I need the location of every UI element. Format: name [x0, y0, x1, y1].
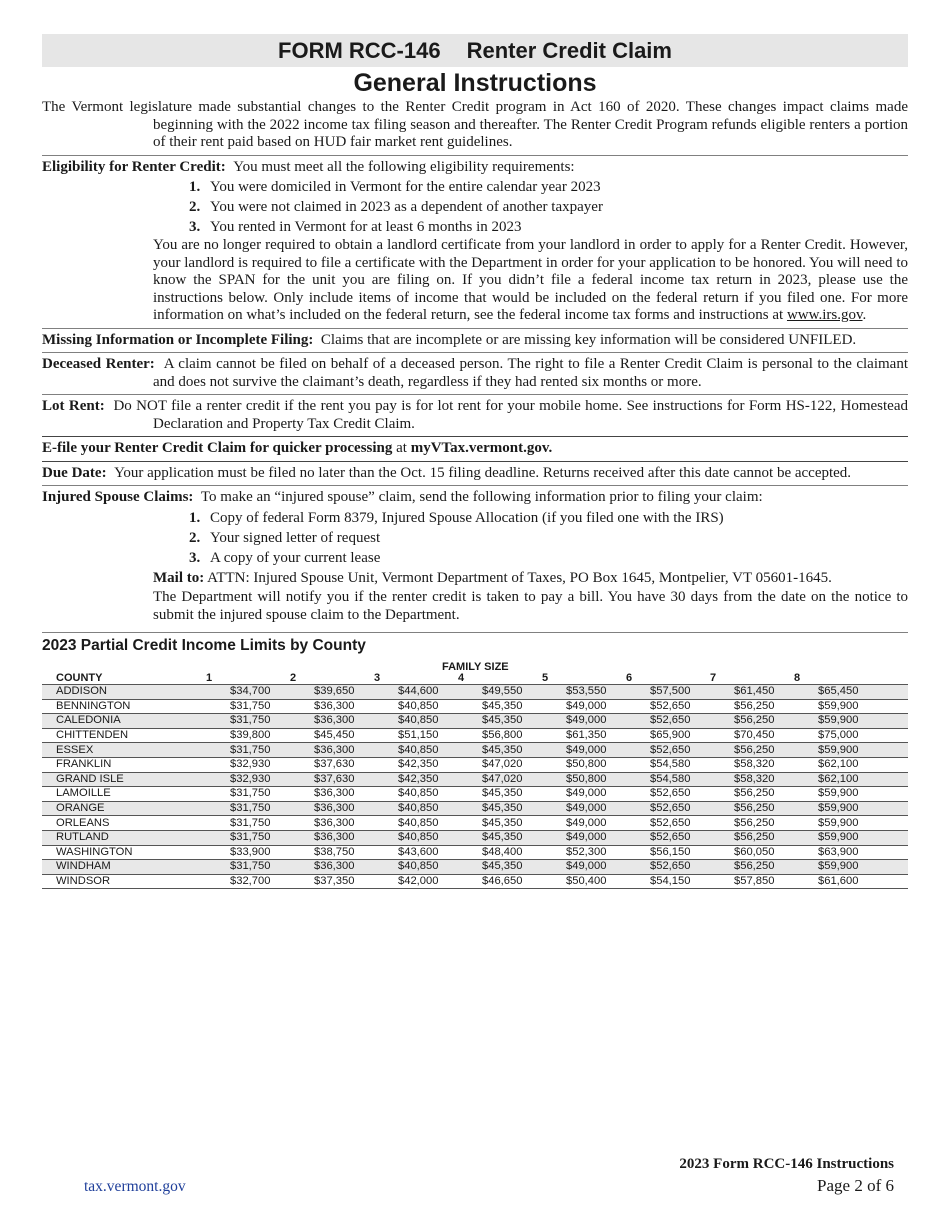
income-limit-cell: $45,350	[442, 699, 526, 714]
income-limit-cell: $44,600	[358, 685, 442, 700]
column-header: 7	[694, 673, 778, 685]
table-row	[42, 757, 908, 772]
income-limit-cell: $50,400	[526, 874, 610, 889]
list-item: 1. Copy of federal Form 8379, Injured Spouse Allocation (if you filed one with the IRS)	[189, 509, 724, 526]
county-cell: LAMOILLE	[42, 787, 190, 802]
county-cell: ADDISON	[42, 685, 190, 700]
due-date-label: Due Date:	[42, 464, 107, 481]
income-limit-cell: $58,320	[694, 757, 778, 772]
deceased-label: Deceased Renter:	[42, 356, 155, 372]
income-limit-cell: $42,350	[358, 757, 442, 772]
income-limit-cell: $59,900	[778, 699, 862, 714]
income-limit-cell: $49,000	[526, 743, 610, 758]
county-cell: WINDSOR	[42, 874, 190, 889]
footer-info	[679, 1155, 894, 1197]
income-limit-cell: $57,500	[610, 685, 694, 700]
notice-paragraph: The Department will notify you if the renter credit is taken to pay a bill. You have 30 days from the date on the notice to submit the injured spouse claim to the Department.	[153, 589, 908, 623]
income-limit-cell: $45,350	[442, 743, 526, 758]
efile-label: E-file your Renter Credit Claim for quicker processing	[42, 440, 393, 456]
table-spacer	[862, 757, 908, 772]
income-limit-cell: $49,000	[526, 860, 610, 875]
income-limit-cell: $36,300	[274, 714, 358, 729]
column-header: 2	[274, 673, 358, 685]
injured-list	[42, 508, 908, 568]
eligibility-label: Eligibility for Renter Credit:	[42, 158, 226, 175]
table-row	[42, 845, 908, 860]
county-cell: FRANKLIN	[42, 757, 190, 772]
injured-spouse-section: Injured Spouse Claims: To make an “injured spouse” claim, send the following information prior to filing your claim: 1. Copy of federal Form 8379, Injured Spouse Allocation (if you filed one with the IRS) 2. Your signed letter of request 3. A copy of your current lease Mail to: ATTN: Injured Spouse Unit, Vermont Department of Taxes, PO Box 1645, Montpelier, VT 05601-1645. The Department will notify you if the renter credit is taken to pay a bill. You have 30 days from the date on the notice to submit the injured spouse claim to the Department.	[42, 489, 908, 623]
income-limit-cell: $58,320	[694, 772, 778, 787]
income-limit-cell: $50,800	[526, 757, 610, 772]
income-limit-cell: $40,850	[358, 801, 442, 816]
missing-label: Missing Information or Incomplete Filing:	[42, 331, 314, 348]
income-limit-cell: $40,850	[358, 787, 442, 802]
income-limit-cell: $40,850	[358, 743, 442, 758]
income-limit-cell: $49,000	[526, 816, 610, 831]
income-limit-cell: $52,300	[526, 845, 610, 860]
table-spacer	[862, 743, 908, 758]
income-limit-cell: $36,300	[274, 743, 358, 758]
divider	[42, 328, 908, 329]
county-cell: ESSEX	[42, 743, 190, 758]
income-limit-cell: $31,750	[190, 816, 274, 831]
income-limit-cell: $31,750	[190, 714, 274, 729]
column-header: 6	[610, 673, 694, 685]
income-limit-cell: $37,630	[274, 772, 358, 787]
income-limit-cell: $54,580	[610, 772, 694, 787]
income-limit-cell: $52,650	[610, 860, 694, 875]
income-limit-cell: $59,900	[778, 801, 862, 816]
income-limit-cell: $37,630	[274, 757, 358, 772]
income-limit-cell: $65,900	[610, 728, 694, 743]
eligibility-paragraph: You are no longer required to obtain a landlord certificate from your landlord in order to apply for a Renter Credit. However, your landlord is required to file a certificate with the Department in order for your application to be honored. You will need to know the SPAN for the unit you are filing on. If you didn’t file a federal income tax return in 2023, please use the instructions below. Only include items of income that would be included on the federal return if you filed one. For more information on what’s included on the federal return, see the federal income tax forms and instructions at www.irs.gov.	[153, 237, 908, 323]
eligibility-lead: You must meet all the following eligibility requirements:	[233, 158, 575, 175]
county-header: COUNTY	[42, 673, 190, 685]
county-cell: ORANGE	[42, 801, 190, 816]
table-title: 2023 Partial Credit Income Limits by County	[42, 637, 366, 654]
county-cell: CHITTENDEN	[42, 728, 190, 743]
income-limit-cell: $59,900	[778, 714, 862, 729]
income-limit-cell: $57,850	[694, 874, 778, 889]
income-limit-cell: $52,650	[610, 801, 694, 816]
income-limit-cell: $49,000	[526, 714, 610, 729]
income-limit-cell: $56,250	[694, 699, 778, 714]
divider	[42, 461, 908, 462]
income-limit-cell: $49,000	[526, 699, 610, 714]
income-limit-cell: $45,350	[442, 787, 526, 802]
income-limit-cell: $63,900	[778, 845, 862, 860]
divider	[42, 485, 908, 486]
income-limit-cell: $56,800	[442, 728, 526, 743]
table-row	[42, 860, 908, 875]
income-limit-cell: $52,650	[610, 830, 694, 845]
income-limit-cell: $56,250	[694, 816, 778, 831]
income-limit-cell: $61,350	[526, 728, 610, 743]
footer-form-title: 2023 Form RCC-146 Instructions	[679, 1156, 894, 1172]
divider	[42, 436, 908, 437]
income-limit-cell: $59,900	[778, 787, 862, 802]
county-cell: WINDHAM	[42, 860, 190, 875]
income-limit-cell: $40,850	[358, 699, 442, 714]
income-limit-cell: $31,750	[190, 699, 274, 714]
eligibility-list	[42, 177, 908, 237]
table-row	[42, 699, 908, 714]
income-limit-cell: $51,150	[358, 728, 442, 743]
income-limit-cell: $42,000	[358, 874, 442, 889]
income-limit-cell: $45,350	[442, 860, 526, 875]
county-cell: BENNINGTON	[42, 699, 190, 714]
column-header: 3	[358, 673, 442, 685]
county-cell: ORLEANS	[42, 816, 190, 831]
income-limit-cell: $65,450	[778, 685, 862, 700]
divider	[42, 632, 908, 633]
table-row	[42, 830, 908, 845]
income-limit-cell: $46,650	[442, 874, 526, 889]
income-limit-cell: $31,750	[190, 830, 274, 845]
income-limit-cell: $52,650	[610, 714, 694, 729]
list-item: 3. You rented in Vermont for at least 6 months in 2023	[189, 219, 522, 235]
missing-info-section: Missing Information or Incomplete Filing: Claims that are incomplete or are missing key information will be considered UNFILED.	[42, 331, 857, 348]
income-limit-cell: $40,850	[358, 714, 442, 729]
income-limit-cell: $31,750	[190, 801, 274, 816]
income-limit-cell: $53,550	[526, 685, 610, 700]
form-name: Renter Credit Claim	[466, 38, 672, 63]
income-limit-cell: $34,700	[190, 685, 274, 700]
income-limit-cell: $43,600	[358, 845, 442, 860]
page-number: Page 2 of 6	[817, 1176, 894, 1195]
income-limit-cell: $45,350	[442, 714, 526, 729]
income-limit-cell: $50,800	[526, 772, 610, 787]
income-limit-cell: $56,250	[694, 714, 778, 729]
lot-rent-section: Lot Rent: Do NOT file a renter credit if the rent you pay is for lot rent for your mobile home. See instructions for Form HS-122, Homestead Declaration and Property Tax Credit Claim.	[42, 398, 908, 432]
income-limit-cell: $49,000	[526, 830, 610, 845]
county-cell: WASHINGTON	[42, 845, 190, 860]
income-limit-cell: $54,580	[610, 757, 694, 772]
column-header: 5	[526, 673, 610, 685]
form-header-bar	[42, 34, 908, 67]
table-spacer	[862, 685, 908, 700]
income-limit-cell: $40,850	[358, 830, 442, 845]
intro-paragraph: The Vermont legislature made substantial changes to the Renter Credit program in Act 160 of 2020. These changes impact claims made beginning with the 2022 income tax filing season and thereafter. The Renter Credit Program refunds eligible renters a portion of their rent paid based on HUD fair market rent guidelines.	[42, 99, 908, 150]
table-row	[42, 743, 908, 758]
income-limit-cell: $45,350	[442, 830, 526, 845]
myvtax-link[interactable]: myVTax.vermont.gov.	[410, 440, 553, 456]
income-limit-cell: $45,350	[442, 816, 526, 831]
table-spacer	[862, 860, 908, 875]
income-limit-cell: $36,300	[274, 787, 358, 802]
income-limit-cell: $31,750	[190, 860, 274, 875]
income-limit-cell: $59,900	[778, 830, 862, 845]
income-limit-cell: $56,250	[694, 830, 778, 845]
table-row	[42, 772, 908, 787]
income-limit-cell: $75,000	[778, 728, 862, 743]
mail-to: Mail to: ATTN: Injured Spouse Unit, Vermont Department of Taxes, PO Box 1645, Montpelier, VT 05601-1645.	[153, 569, 832, 586]
income-limit-cell: $52,650	[610, 743, 694, 758]
income-limit-cell: $39,800	[190, 728, 274, 743]
table-row	[42, 787, 908, 802]
document-page	[42, 34, 908, 889]
column-header: 1	[190, 673, 274, 685]
income-limit-cell: $45,350	[442, 801, 526, 816]
injured-label: Injured Spouse Claims:	[42, 489, 194, 505]
table-spacer	[862, 845, 908, 860]
county-cell: CALEDONIA	[42, 714, 190, 729]
income-limit-cell: $49,000	[526, 801, 610, 816]
income-limit-cell: $32,930	[190, 757, 274, 772]
page-title: General Instructions	[353, 69, 597, 97]
income-limit-cell: $31,750	[190, 787, 274, 802]
form-number: FORM RCC-146	[278, 38, 441, 63]
income-limit-cell: $56,250	[694, 743, 778, 758]
table-header-row	[42, 673, 908, 685]
income-limit-cell: $52,650	[610, 787, 694, 802]
income-limit-cell: $54,150	[610, 874, 694, 889]
table-spacer	[862, 787, 908, 802]
eligibility-section	[42, 159, 908, 325]
county-cell: GRAND ISLE	[42, 772, 190, 787]
income-limit-cell: $36,300	[274, 699, 358, 714]
income-limit-cell: $61,600	[778, 874, 862, 889]
due-date-section: Due Date: Your application must be filed no later than the Oct. 15 filing deadline. Returns received after this date cannot be accepted.	[42, 464, 852, 481]
income-limit-cell: $56,150	[610, 845, 694, 860]
income-limit-cell: $49,000	[526, 787, 610, 802]
table-spacer	[862, 874, 908, 889]
income-limit-cell: $52,650	[610, 699, 694, 714]
income-limits-table	[42, 662, 908, 889]
income-limit-cell: $56,250	[694, 801, 778, 816]
table-row	[42, 874, 908, 889]
table-header-row	[42, 662, 908, 673]
table-row	[42, 801, 908, 816]
income-limit-cell: $62,100	[778, 772, 862, 787]
lot-rent-label: Lot Rent:	[42, 398, 105, 414]
income-limit-cell: $47,020	[442, 772, 526, 787]
income-limit-cell: $40,850	[358, 816, 442, 831]
website-link[interactable]: tax.vermont.gov	[84, 1178, 186, 1195]
table-spacer	[862, 816, 908, 831]
deceased-section: Deceased Renter: A claim cannot be filed on behalf of a deceased person. The right to file a Renter Credit Claim is personal to the claimant and does not survive the claimant’s death, regardless if they had rented six months or more.	[42, 356, 908, 390]
income-limit-cell: $36,300	[274, 816, 358, 831]
income-limit-cell: $70,450	[694, 728, 778, 743]
column-header: 8	[778, 673, 862, 685]
income-limit-cell: $59,900	[778, 860, 862, 875]
income-limit-cell: $45,450	[274, 728, 358, 743]
table-spacer	[862, 714, 908, 729]
irs-link[interactable]: www.irs.gov	[786, 307, 863, 323]
table-row	[42, 728, 908, 743]
income-limit-cell: $59,900	[778, 816, 862, 831]
family-size-label: FAMILY SIZE	[442, 661, 509, 673]
income-limit-cell: $33,900	[190, 845, 274, 860]
income-limit-cell: $59,900	[778, 743, 862, 758]
column-header: 4	[442, 673, 526, 685]
list-item: 1. You were domiciled in Vermont for the entire calendar year 2023	[189, 179, 601, 195]
county-cell: RUTLAND	[42, 830, 190, 845]
table-spacer	[862, 830, 908, 845]
divider	[42, 352, 908, 353]
income-limit-cell: $60,050	[694, 845, 778, 860]
income-limit-cell: $52,650	[610, 816, 694, 831]
income-limit-cell: $31,750	[190, 743, 274, 758]
income-limit-cell: $32,930	[190, 772, 274, 787]
table-row	[42, 816, 908, 831]
list-item: 2. You were not claimed in 2023 as a dependent of another taxpayer	[189, 199, 603, 215]
table-spacer	[862, 728, 908, 743]
income-limit-cell: $56,250	[694, 787, 778, 802]
table-spacer	[862, 801, 908, 816]
income-limit-cell: $61,450	[694, 685, 778, 700]
income-limit-cell: $42,350	[358, 772, 442, 787]
divider	[42, 394, 908, 395]
income-limit-cell: $36,300	[274, 830, 358, 845]
income-limit-cell: $39,650	[274, 685, 358, 700]
table-row	[42, 685, 908, 700]
income-limit-cell: $48,400	[442, 845, 526, 860]
income-limit-cell: $56,250	[694, 860, 778, 875]
table-spacer	[862, 772, 908, 787]
table-row	[42, 714, 908, 729]
table-spacer	[862, 699, 908, 714]
income-limit-cell: $37,350	[274, 874, 358, 889]
list-item: 3. A copy of your current lease	[189, 549, 381, 566]
income-limit-cell: $32,700	[190, 874, 274, 889]
income-limit-cell: $36,300	[274, 860, 358, 875]
income-limit-cell: $47,020	[442, 757, 526, 772]
income-limit-cell: $62,100	[778, 757, 862, 772]
list-item: 2. Your signed letter of request	[189, 529, 381, 546]
income-limit-cell: $49,550	[442, 685, 526, 700]
income-limit-cell: $38,750	[274, 845, 358, 860]
income-limit-cell: $40,850	[358, 860, 442, 875]
divider	[42, 155, 908, 156]
income-limit-cell: $36,300	[274, 801, 358, 816]
efile-section: E-file your Renter Credit Claim for quicker processing at myVTax.vermont.gov.	[42, 440, 553, 456]
